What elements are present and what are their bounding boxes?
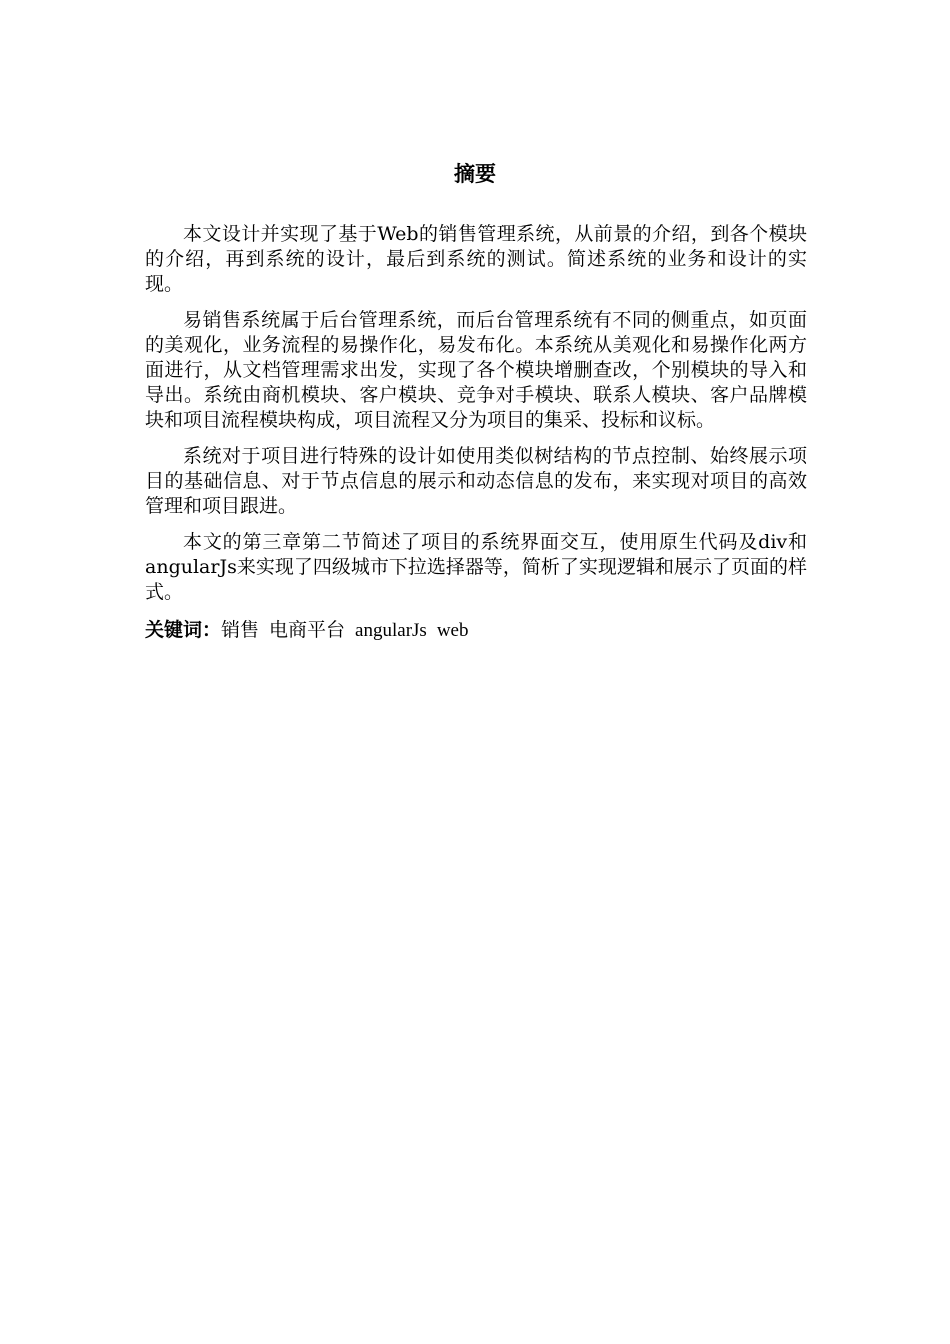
abstract-body <box>145 222 807 645</box>
keywords-label: 关键词： <box>145 619 222 641</box>
abstract-paragraph-2: 易销售系统属于后台管理系统，而后台管理系统有不同的侧重点，如页面的美观化，业务流程的易操作化，易发布化。本系统从美观化和易操作化两方面进行，从文档管理需求出发，实现了各个模块增删查改，个别模块的导入和导出。系统由商机模块、客户模块、竞争对手模块、联系人模块、客户品牌模块和项目流程模块构成，项目流程又分为项目的集采、投标和议标。 <box>145 309 807 431</box>
keyword-item: 电商平台 <box>269 619 346 641</box>
keyword-item: web <box>436 620 469 641</box>
keyword-item: 销售 <box>221 619 260 641</box>
keyword-item: angularJs <box>355 620 427 641</box>
abstract-paragraph-3: 系统对于项目进行特殊的设计如使用类似树结构的节点控制、始终展示项目的基础信息、对于节点信息的展示和动态信息的发布，来实现对项目的高效管理和项目跟进。 <box>145 445 807 517</box>
abstract-paragraph-4: 本文的第三章第二节简述了项目的系统界面交互，使用原生代码及div和angularJs来实现了四级城市下拉选择器等，简析了实现逻辑和展示了页面的样式。 <box>145 531 807 603</box>
keywords-line <box>145 616 807 645</box>
abstract-paragraph-1: 本文设计并实现了基于Web的销售管理系统，从前景的介绍，到各个模块的介绍，再到系统的设计，最后到系统的测试。简述系统的业务和设计的实现。 <box>145 223 807 295</box>
abstract-title: 摘要 <box>454 162 496 186</box>
